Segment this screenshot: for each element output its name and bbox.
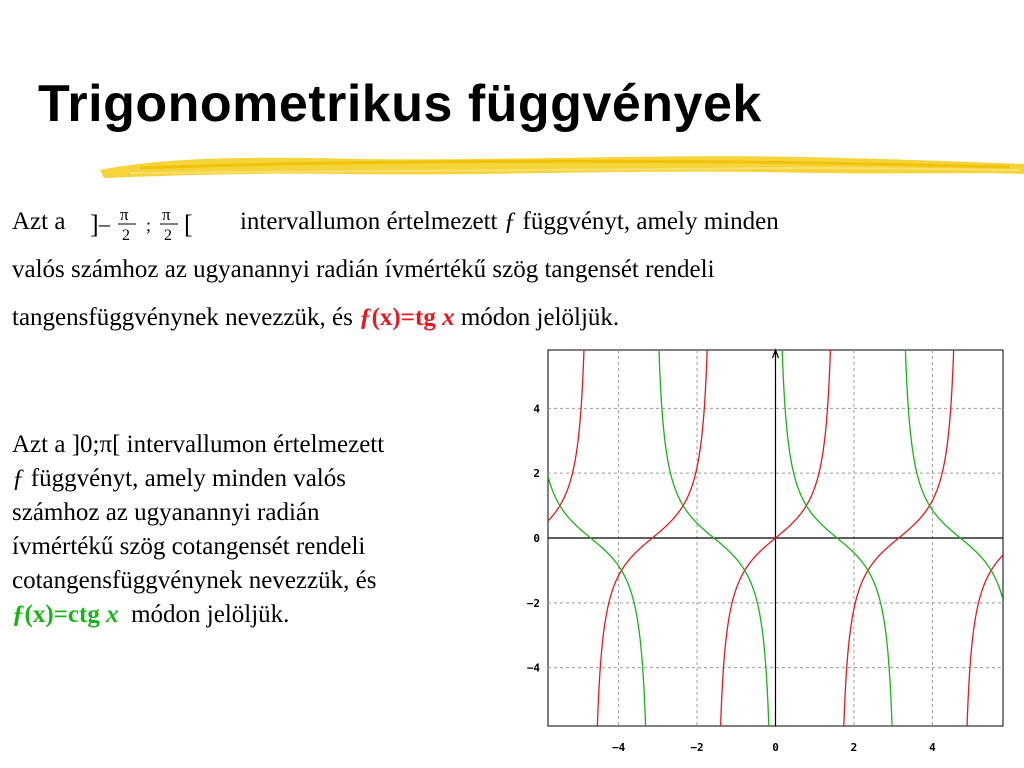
tan-cot-graph — [514, 346, 1014, 758]
y-tick-label: −4 — [526, 661, 540, 675]
title-highlight-stroke — [100, 148, 1024, 182]
y-tick-label: 2 — [533, 467, 540, 481]
svg-text:[: [ — [183, 210, 193, 240]
cotangent-definition — [12, 428, 532, 632]
tangent-formula: ƒ(x)=tg x — [359, 304, 455, 331]
svg-text:]: ] — [89, 210, 99, 240]
x-tick-label: −2 — [690, 741, 704, 754]
svg-text:π: π — [119, 205, 129, 225]
para2-prefix: Azt a — [12, 431, 66, 458]
para1-prefix: Azt a — [12, 208, 66, 235]
cotangent-formula: ƒ(x)=ctg x — [12, 601, 119, 628]
para1-line2: valós számhoz az ugyanannyi radián ívmértékű szög tangensét rendeli — [12, 256, 715, 283]
svg-text:2: 2 — [163, 227, 172, 244]
interval-zero-to-pi: ]0;π[ — [71, 431, 121, 458]
y-tick-label: 4 — [533, 402, 540, 416]
slide-title: Trigonometrikus függvények — [38, 75, 762, 133]
x-tick-label: 4 — [929, 741, 936, 754]
tangent-definition — [12, 198, 1012, 342]
y-tick-label: 0 — [533, 532, 540, 545]
para1-suffix: módon jelöljük. — [460, 304, 620, 331]
para1-line3: tangensfüggvénynek nevezzük, és — [12, 304, 353, 331]
para2-line4: ívmértékű szög cotangensét rendeli — [12, 533, 366, 560]
para1-text-a: intervallumon értelmezett — [239, 208, 498, 235]
svg-text:π: π — [161, 205, 171, 225]
para2-line5: cotangensfüggvénynek nevezzük, és — [12, 567, 377, 594]
x-tick-label: −4 — [611, 741, 626, 754]
x-tick-label: 0 — [772, 741, 779, 754]
svg-text:–: – — [98, 211, 110, 237]
para2-suffix: módon jelöljük. — [131, 601, 290, 628]
para2-line2: függvényt, amely minden valós — [30, 465, 346, 492]
svg-text:2: 2 — [121, 227, 130, 244]
x-tick-label: 2 — [850, 741, 858, 754]
y-tick-label: −2 — [526, 596, 540, 610]
para1-text-b: függvényt, amely minden — [522, 208, 779, 235]
para2-line3: számhoz az ugyanannyi radián — [12, 499, 320, 526]
para2-text-a: intervallumon értelmezett — [126, 431, 385, 458]
interval-minus-pi-half-to-pi-half — [90, 203, 220, 243]
para1-f: ƒ — [503, 208, 517, 235]
svg-text:;: ; — [145, 215, 151, 236]
para2-f: ƒ — [12, 465, 25, 492]
